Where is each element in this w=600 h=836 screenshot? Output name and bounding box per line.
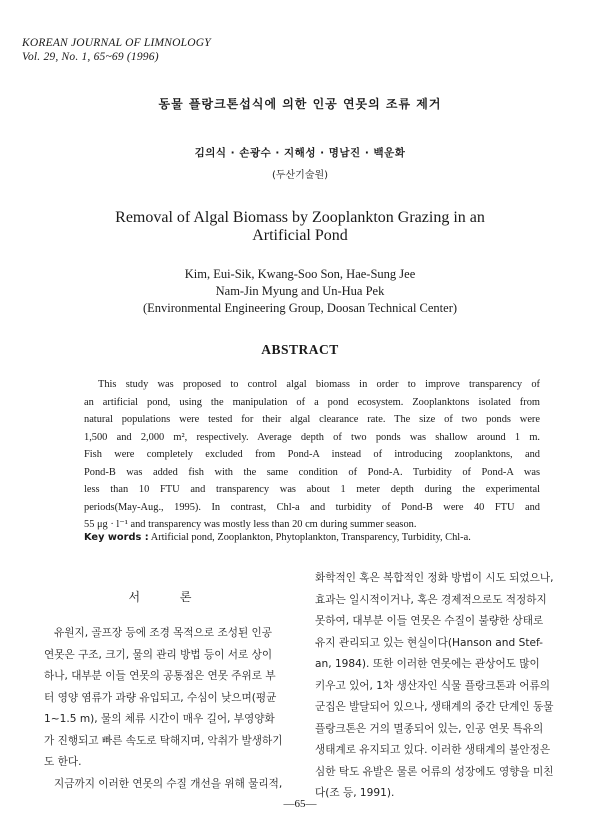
english-title-line: Artificial Pond (252, 227, 348, 244)
abstract-line: This study was proposed to control algal biomass in order to improve transparency of (98, 379, 540, 390)
journal-volume: Vol. 29, No. 1, 65~69 (1996) (22, 51, 159, 63)
body-line: 유원지, 골프장 등에 조경 목적으로 조성된 인공 (54, 627, 273, 639)
right-column (315, 568, 565, 805)
body-line: 터 영양 염류가 과량 유입되고, 수심이 낮으며(평균 (44, 691, 277, 704)
section-heading: 서 론 (128, 590, 210, 604)
abstract-line: less than 10 FTU and transparency was about 1 meter depth during the experimental (84, 484, 540, 495)
body-line: 생태계로 유지되고 있다. 이러한 생태계의 불안정은 (315, 744, 551, 756)
left-column (44, 623, 294, 795)
body-line: 효과는 일시적이거나, 혹은 경제적으로도 적정하지 (315, 593, 547, 606)
body-line: 군집은 발달되어 있으나, 생태계의 중간 단계인 동물 (315, 701, 554, 713)
body-line: 도 한다. (44, 756, 82, 768)
journal-name: KOREAN JOURNAL OF LIMNOLOGY (22, 37, 211, 49)
body-line: 다(조 등, 1991). (315, 787, 395, 799)
affiliation-line: (Environmental Engineering Group, Doosan Technical Center) (142, 301, 458, 315)
abstract-line: Fish were completely excluded from Pond-A instead of introducing zooplanktons, and (84, 449, 540, 460)
keywords-label: Key words : (84, 532, 149, 543)
body-line: 연못은 구조, 크기, 물의 관리 방법 등이 서로 상이 (44, 648, 273, 661)
english-title-line: Removal of Algal Biomass by Zooplankton Grazing in an (115, 209, 485, 226)
body-line: 키우고 있어, 1차 생산자인 식물 플랑크톤과 어류의 (315, 679, 550, 692)
korean-authors: 김의식 · 손광수 · 지해성 · 명남진 · 백운화 (194, 147, 406, 159)
abstract-line: periods(May-Aug., 1995). In contrast, Chl-a and turbidity of Pond-B were 40 FTU and (84, 501, 540, 513)
abstract-line: an artificial pond, using the manipulation of a pond ecosystem. Zooplanktons isolated from (84, 396, 540, 408)
abstract-heading: ABSTRACT (261, 342, 339, 357)
body-line: 지금까지 이러한 연못의 수질 개선을 위해 물리적, (54, 777, 283, 790)
author-line: Kim, Eui-Sik, Kwang-Soo Son, Hae-Sung Jee (184, 267, 416, 281)
abstract-line: 55 μg · l⁻¹ and transparency was mostly less than 20 cm during summer season. (84, 519, 417, 530)
body-line: an, 1984). 또한 이러한 연못에는 관상어도 많이 (315, 658, 540, 670)
body-line: 하나, 대부분 이들 연못의 공통점은 연못 주위로 부 (44, 670, 276, 682)
keywords (84, 532, 554, 543)
body-line: 유지 관리되고 있는 현실이다(Hanson and Stef- (315, 636, 543, 649)
abstract-line: natural populations were tested for their algal clearance rate. The size of two ponds were (84, 414, 540, 425)
author-line: Nam-Jin Myung and Un-Hua Pek (215, 284, 385, 298)
page-number: —65— (283, 798, 317, 810)
korean-affiliation: (두산기술원) (271, 170, 329, 181)
body-line: 1~1.5 m), 물의 체류 시간이 매우 길어, 부영양화 (44, 713, 275, 725)
body-line: 못하여, 대부분 이들 연못은 수질이 불량한 상태로 (315, 615, 544, 627)
journal-header (22, 36, 211, 64)
english-title (0, 209, 600, 245)
keywords-text: Artificial pond, Zooplankton, Phytoplankton, Transparency, Turbidity, Chl-a. (150, 532, 471, 543)
english-authors (0, 266, 600, 317)
korean-title: 동물 플랑크톤섭식에 의한 인공 연못의 조류 제거 (158, 97, 442, 111)
abstract-line: 1,500 and 2,000 m², respectively. Average depth of two ponds was shallow around 1 m. (84, 431, 540, 443)
body-line: 가 진행되고 빠른 속도로 탁해지며, 악취가 발생하기 (44, 734, 283, 747)
body-line: 화학적인 혹은 복합적인 정화 방법이 시도 되었으나, (315, 572, 554, 584)
abstract-line: Pond-B was added fish with the same condition of Pond-A. Turbidity of Pond-A was (84, 466, 540, 478)
body-line: 플랑크톤은 거의 멸종되어 있는, 인공 연못 특유의 (315, 722, 544, 735)
abstract-body (84, 376, 540, 534)
body-line: 심한 탁도 유발은 물론 어류의 성장에도 영향을 미친 (315, 765, 554, 778)
